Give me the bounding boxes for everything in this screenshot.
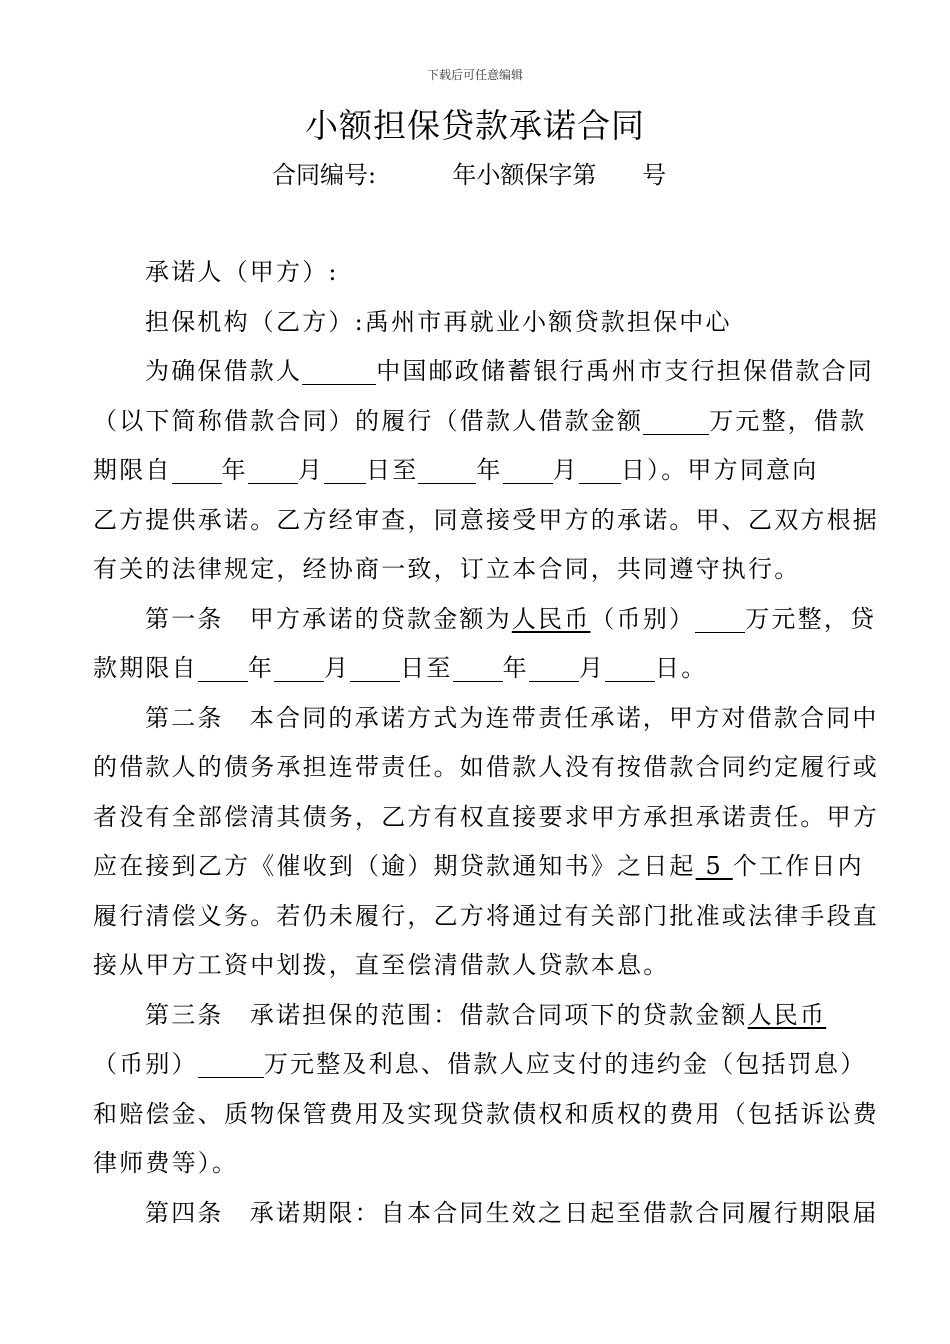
article3-line-2 — [93, 1040, 867, 1090]
article2-line-4 — [93, 842, 864, 892]
text: 个工作日内 — [732, 852, 864, 880]
preamble-line-1 — [93, 347, 875, 397]
amount-blank — [695, 608, 745, 633]
date-blank — [453, 657, 503, 682]
promisor-line — [93, 248, 859, 298]
text: 年 — [247, 654, 275, 682]
currency-underlined: 人民币 — [511, 604, 591, 633]
text: （币别） — [590, 604, 696, 633]
text: 万元整，借款 — [709, 406, 867, 435]
contract-number-end: 号 — [642, 161, 667, 189]
date-blank — [529, 657, 579, 682]
date-blank — [503, 459, 553, 484]
text: 5 — [705, 852, 723, 880]
guarantor-name: 禹州市再就业小额贷款担保中心 — [364, 307, 732, 336]
days-value — [696, 852, 733, 880]
text: 年 — [476, 456, 503, 484]
text: 第一条 甲方承诺的贷款金额为 — [145, 604, 512, 633]
amount-blank — [198, 1053, 264, 1078]
date-blank — [579, 459, 621, 484]
preamble-line-5: 有关的法律规定，经协商一致，订立本合同，共同遵守执行。 — [93, 555, 801, 583]
article1-line-1 — [93, 595, 877, 645]
text: 年 — [221, 456, 248, 484]
text: 万元整及利息、借款人应支付的违约金（包括罚息） — [263, 1050, 867, 1078]
currency-underlined: 人民币 — [747, 1000, 827, 1029]
article2-line-1: 第二条 本合同的承诺方式为连带责任承诺，甲方对借款合同中 — [145, 703, 879, 732]
article2-line-2: 的借款人的债务承担连带责任。如借款人没有按借款合同约定履行或 — [93, 753, 879, 781]
text: 中国邮政储蓄银行禹州市支行担保借款合同 — [376, 357, 875, 385]
article2-line-3: 者没有全部偿清其债务，乙方有权直接要求甲方承担承诺责任。甲方 — [93, 802, 879, 831]
contract-body — [93, 248, 879, 1238]
text: 日至 — [366, 456, 419, 484]
header-note: 下载后可任意编辑 — [426, 68, 523, 82]
text: （以下简称借款合同）的履行（借款人借款金额 — [93, 406, 644, 435]
guarantor-label: 担保机构（乙方）: — [145, 307, 365, 336]
contract-number-middle: 年小额保字第 — [452, 161, 597, 189]
contract-number-line — [272, 155, 666, 190]
date-blank — [274, 657, 324, 682]
promisor-label: 承诺人（甲方）: — [145, 258, 339, 286]
date-blank — [605, 657, 655, 682]
text: 日）。甲方同意向 — [620, 456, 819, 484]
article3-line-3: 和赔偿金、质物保管费用及实现贷款债权和质权的费用（包括诉讼费 — [93, 1099, 879, 1128]
text: 款期限自 — [93, 654, 198, 682]
text: （币别） — [93, 1050, 198, 1078]
text: 万元整，贷 — [745, 604, 877, 633]
guarantor-line — [93, 298, 859, 348]
article3-line-4: 律师费等）。 — [93, 1149, 239, 1177]
preamble-line-3 — [93, 446, 859, 496]
text: 为确保借款人 — [145, 357, 303, 385]
loan-amount-blank — [643, 410, 709, 435]
date-blank — [172, 459, 222, 484]
date-blank — [324, 459, 366, 484]
text: 应在接到乙方《催收到（逾）期贷款通知书》之日起 — [93, 852, 696, 880]
article1-line-2 — [93, 644, 859, 694]
date-blank — [198, 657, 248, 682]
date-blank — [350, 657, 400, 682]
text: 年 — [502, 654, 529, 682]
article2-line-5: 履行清偿义务。若仍未履行，乙方将通过有关部门批准或法律手段直 — [93, 901, 879, 930]
text: 第三条 承诺担保的范围：借款合同项下的贷款金额 — [145, 1000, 748, 1029]
preamble-line-2 — [93, 397, 867, 447]
article3-line-1 — [93, 991, 859, 1041]
text: 月 — [324, 654, 351, 682]
date-blank — [248, 459, 298, 484]
contract-number-label: 合同编号: — [272, 161, 377, 189]
article4-line-1: 第四条 承诺期限：自本合同生效之日起至借款合同履行期限届 — [145, 1198, 879, 1227]
preamble-line-4: 乙方提供承诺。乙方经审查，同意接受甲方的承诺。甲、乙双方根据 — [93, 505, 879, 534]
text: 月 — [552, 456, 579, 484]
text: 日。 — [655, 654, 708, 682]
text: 月 — [297, 456, 325, 484]
text: 期限自 — [93, 456, 172, 484]
date-blank — [418, 459, 476, 484]
contract-title: 小额担保贷款承诺合同 — [305, 106, 645, 145]
borrower-blank — [302, 360, 376, 385]
article2-line-6: 接从甲方工资中划拨，直至偿清借款人贷款本息。 — [93, 951, 670, 979]
text: 月 — [578, 654, 606, 682]
text: 日至 — [400, 654, 453, 682]
